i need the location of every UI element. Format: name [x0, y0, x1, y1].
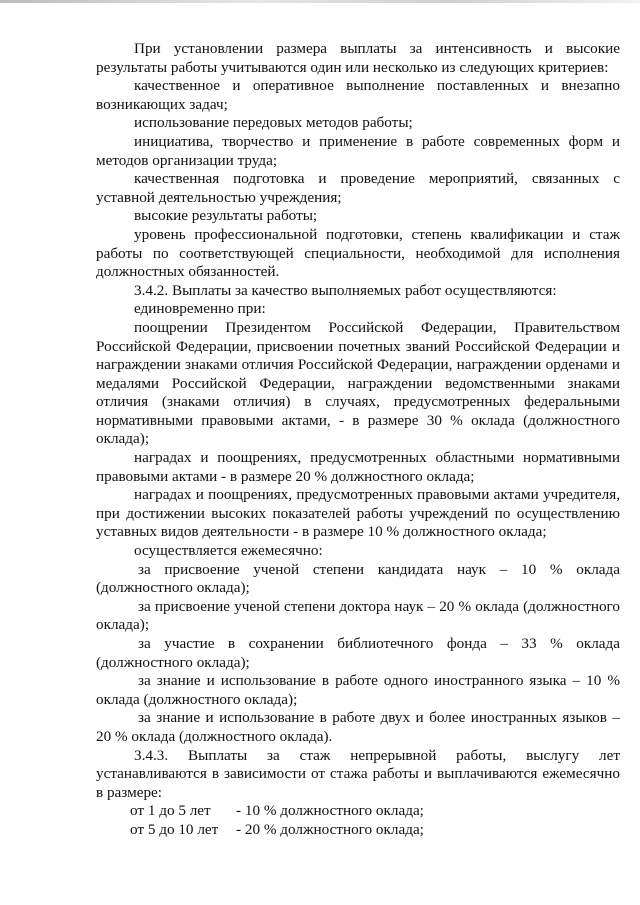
paragraph: за участие в сохранении библиотечного фонда – 33 % оклада (должностного оклада);	[96, 635, 620, 671]
paragraph: качественное и оперативное выполнение поставленных и внезапно возникающих задач;	[96, 77, 620, 113]
document-page	[96, 40, 620, 840]
paragraph: наградах и поощрениях, предусмотренных правовыми актами учредителя, при достижении высоких показателей работы учреждений по осуществлению уставных видов деятельности - в размере 10 % должностного оклада;	[96, 486, 620, 541]
rate-row	[96, 821, 620, 840]
paragraph: уровень профессиональной подготовки, степень квалификации и стаж работы по соответствующей специальности, необходимой для исполнения должностных обязанностей.	[96, 225, 620, 281]
paragraph: высокие результаты работы;	[134, 207, 318, 225]
paragraph: за знание и использование в работе двух и более иностранных языков – 20 % оклада (должностного оклада).	[96, 709, 620, 745]
rate-period: от 1 до 5 лет	[130, 802, 211, 820]
paragraph: поощрении Президентом Российской Федерации, Правительством Российской Федерации, присвоении почетных званий Российской Федерации и награждении знаками отличия Российской Федерации, награждении орденами и медалями Российской Федерации, награждении ведомственными знаками отличия (знаками отличия) в случаях, предусмотренных федеральными нормативными правовыми актами, - в размере 30 % оклада (должностного оклада);	[96, 318, 620, 448]
seniority-rates-list	[96, 802, 620, 839]
paragraph: единовременно при:	[134, 300, 266, 318]
paragraph: 3.4.2. Выплаты за качество выполняемых работ осуществляются:	[134, 281, 557, 299]
paragraph: 3.4.3. Выплаты за стаж непрерывной работы, выслугу лет устанавливаются в зависимости от стажа работы и выплачиваются ежемесячно в размере:	[96, 746, 620, 801]
paragraph: за присвоение ученой степени доктора наук – 20 % оклада (должностного оклада);	[96, 597, 620, 634]
paragraph: использование передовых методов работы;	[134, 114, 413, 132]
paragraph: за присвоение ученой степени кандидата наук – 10 % оклада (должностного оклада);	[96, 560, 620, 597]
rate-value: - 20 % должностного оклада;	[236, 820, 424, 838]
rate-value: - 10 % должностного оклада;	[236, 802, 424, 820]
paragraph: При установлении размера выплаты за интенсивность и высокие результаты работы учитываются один или несколько из следующих критериев:	[96, 40, 620, 76]
document-body	[96, 40, 620, 802]
paragraph: осуществляется ежемесячно:	[134, 542, 323, 560]
paragraph: за знание и использование в работе одного иностранного языка – 10 % оклада (должностного оклада);	[96, 672, 620, 708]
rate-row	[96, 802, 620, 821]
scan-edge	[0, 0, 640, 3]
rate-period: от 5 до 10 лет	[130, 820, 219, 838]
paragraph: наградах и поощрениях, предусмотренных областными нормативными правовыми актами - в размере 20 % должностного оклада;	[96, 449, 620, 485]
paragraph: инициатива, творчество и применение в работе современных форм и методов организации труда;	[96, 132, 620, 169]
paragraph: качественная подготовка и проведение мероприятий, связанных с уставной деятельностью учреждения;	[96, 170, 620, 206]
